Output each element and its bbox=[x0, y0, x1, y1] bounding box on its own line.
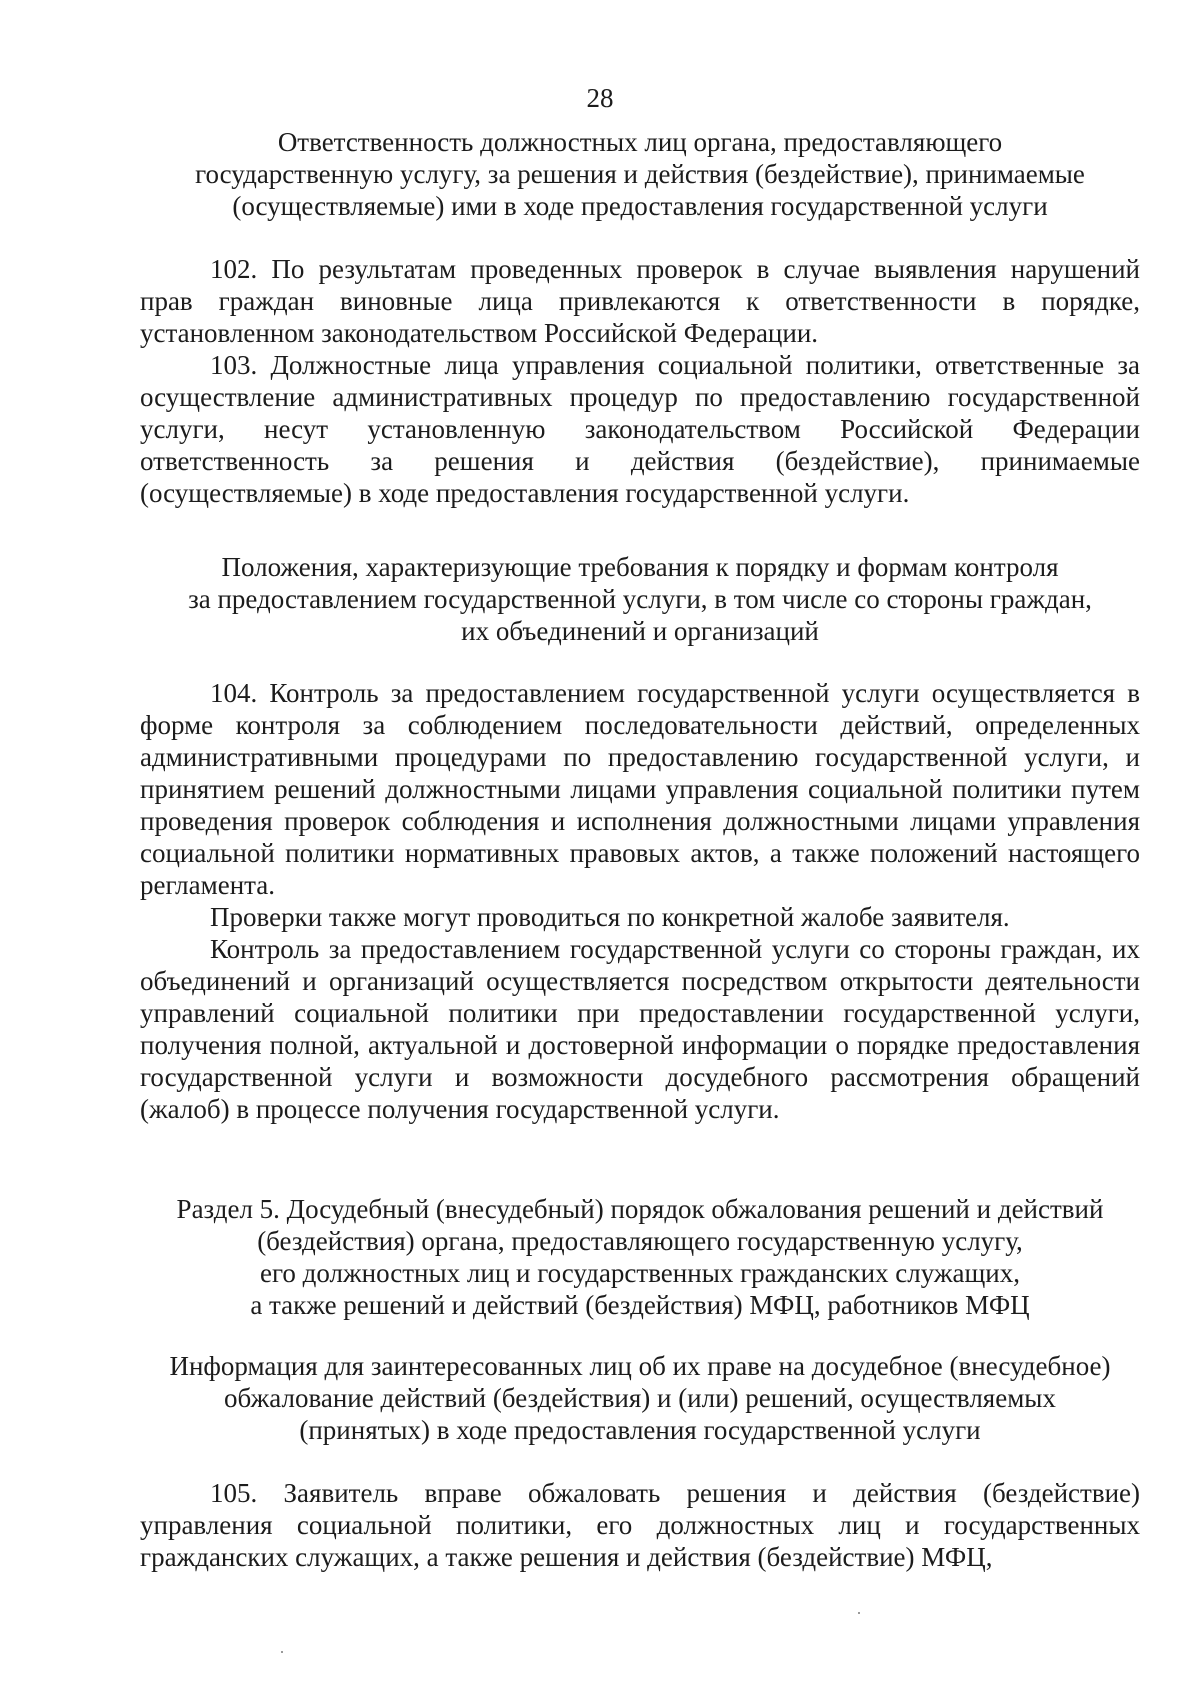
scan-artifact bbox=[281, 1651, 283, 1653]
heading-line: (осуществляемые) ими в ходе предоставления государственной услуги bbox=[232, 191, 1048, 221]
paragraph-checks: Проверки также могут проводиться по конкретной жалобе заявителя. bbox=[210, 902, 1010, 932]
body-text-appeal bbox=[140, 1477, 1140, 1573]
heading-line: (бездействия) органа, предоставляющего государственную услугу, bbox=[257, 1226, 1023, 1256]
paragraph-citizen-control: Контроль за предоставлением государственной услуги со стороны граждан, их объединений и организаций осуществляется посредством открытости деятельности управлений социальной политики при предоставлении государственной услуги, получения полной, актуальной и достоверной информации о порядке предоставления государственной услуги и возможности досудебного рассмотрения обращений (жалоб) в процессе получения государственной услуги. bbox=[140, 934, 1140, 1124]
heading-line: Информация для заинтересованных лиц об их праве на досудебное (внесудебное) bbox=[169, 1351, 1111, 1381]
section-heading-responsibility bbox=[140, 126, 1140, 222]
section-heading-control bbox=[140, 551, 1140, 647]
heading-line: за предоставлением государственной услуги, в том числе со стороны граждан, bbox=[188, 584, 1092, 614]
section-heading-appeal-info bbox=[140, 1350, 1140, 1446]
heading-line: Ответственность должностных лиц органа, предоставляющего bbox=[277, 127, 1003, 157]
body-text-responsibility bbox=[140, 253, 1140, 509]
paragraph-103: 103. Должностные лица управления социальной политики, ответственные за осуществление административных процедур по предоставлению государственной услуги, несут установленную законодательством Российской Федерации ответственность за решения и действия (бездействие), принимаемые (осуществляемые) в ходе предоставления государственной услуги. bbox=[140, 350, 1140, 508]
heading-line: а также решений и действий (бездействия) МФЦ, работников МФЦ bbox=[250, 1290, 1030, 1320]
paragraph-102: 102. По результатам проведенных проверок в случае выявления нарушений прав граждан виновные лица привлекаются к ответственности в порядке, установленном законодательством Российской Федерации. bbox=[140, 254, 1140, 348]
heading-line: (принятых) в ходе предоставления государственной услуги bbox=[299, 1415, 981, 1445]
heading-line: их объединений и организаций bbox=[461, 616, 819, 646]
scan-artifact bbox=[858, 1612, 860, 1614]
paragraph-104: 104. Контроль за предоставлением государственной услуги осуществляется в форме контроля за соблюдением последовательности действий, определенных административными процедурами по предоставлению государственной услуги, и принятием решений должностными лицами управления социальной политики путем проведения проверок соблюдения и исполнения должностными лицами управления социальной политики нормативных правовых актов, а также положений настоящего регламента. bbox=[140, 678, 1140, 900]
paragraph-105: 105. Заявитель вправе обжаловать решения и действия (бездействие) управления социальной политики, его должностных лиц и государственных гражданских служащих, а также решения и действия (бездействие) МФЦ, bbox=[140, 1478, 1140, 1572]
heading-line: государственную услугу, за решения и действия (бездействие), принимаемые bbox=[195, 159, 1085, 189]
heading-line: обжалование действий (бездействия) и (или) решений, осуществляемых bbox=[224, 1383, 1056, 1413]
page-number: 28 bbox=[586, 83, 614, 113]
body-text-control bbox=[140, 677, 1140, 1125]
heading-line: Раздел 5. Досудебный (внесудебный) порядок обжалования решений и действий bbox=[176, 1194, 1104, 1224]
heading-line: его должностных лиц и государственных гражданских служащих, bbox=[260, 1258, 1020, 1288]
section-heading-section-5 bbox=[140, 1193, 1140, 1321]
heading-line: Положения, характеризующие требования к порядку и формам контроля bbox=[221, 552, 1059, 582]
